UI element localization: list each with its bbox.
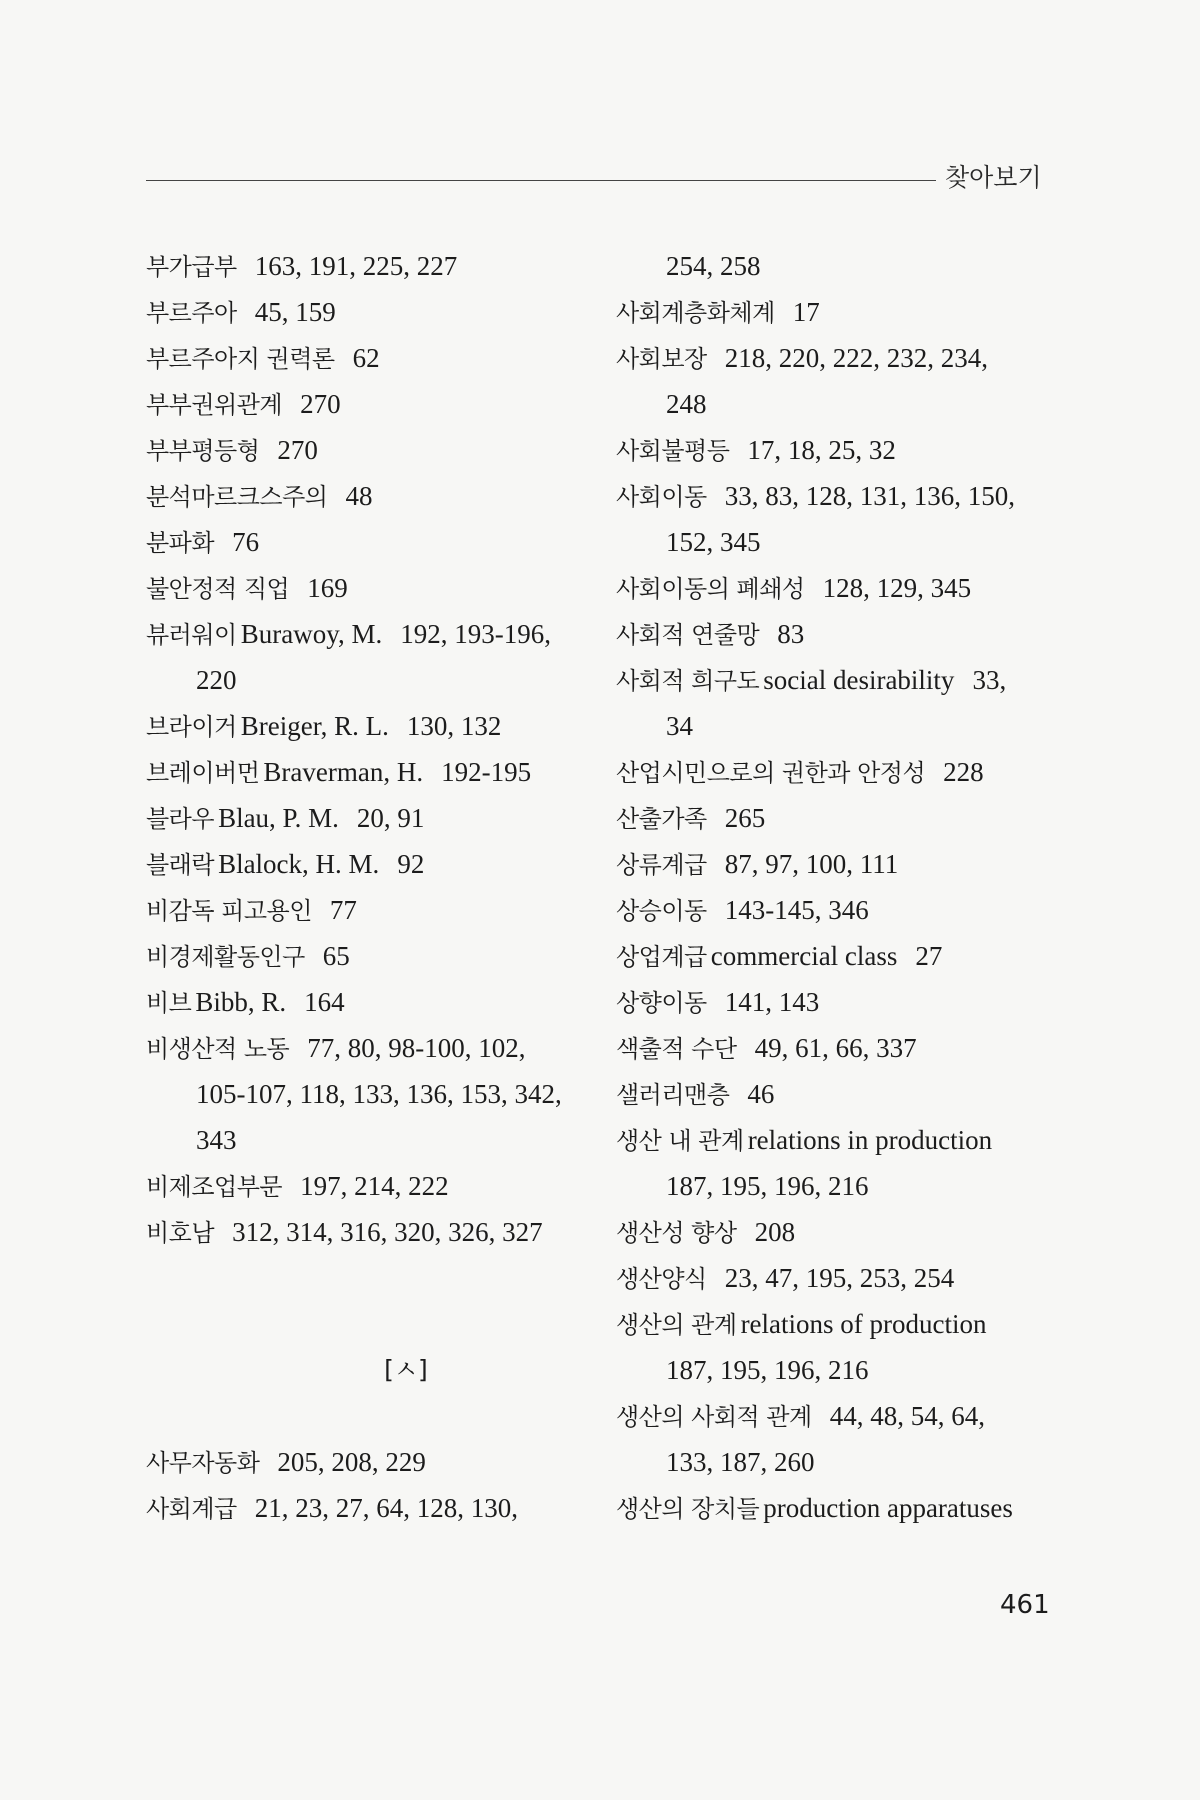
entry-term: 부부평등형 <box>146 437 260 465</box>
entry-pages: 312, 314, 316, 320, 326, 327 <box>232 1217 543 1247</box>
entry-term: 상업계급 <box>616 943 707 971</box>
index-entry <box>616 933 1056 979</box>
entry-foreign-term: Breiger, R. L. <box>240 711 389 741</box>
entry-pages: 187, 195, 196, 216 <box>666 1355 869 1385</box>
entry-term: 부부권위관계 <box>146 391 283 419</box>
entry-foreign-term: Braverman, H. <box>263 757 424 787</box>
index-entry <box>146 243 616 289</box>
index-entry <box>616 795 1056 841</box>
index-entry <box>616 427 1056 473</box>
entry-pages: 164 <box>304 987 345 1017</box>
entry-term: 사회보장 <box>616 345 707 373</box>
entry-term: 부가급부 <box>146 253 237 281</box>
entry-term: 사회적 희구도 <box>616 667 760 695</box>
entry-pages: 83 <box>777 619 805 649</box>
entry-term: 상승이동 <box>616 897 707 925</box>
index-entry <box>616 335 1056 381</box>
entry-pages: 77, 80, 98-100, 102, <box>307 1033 526 1063</box>
entry-pages: 34 <box>666 711 693 741</box>
entry-term: 사회계층화체계 <box>616 299 775 327</box>
index-entry-continuation <box>616 381 1056 427</box>
index-entry-continuation <box>616 703 1056 749</box>
index-entry <box>146 1439 616 1485</box>
entry-term: 산출가족 <box>616 805 707 833</box>
entry-foreign-term: production apparatuses <box>763 1493 1013 1523</box>
blank-line <box>146 1255 616 1301</box>
entry-term: 상류계급 <box>616 851 707 879</box>
entry-pages: 130, 132 <box>406 711 502 741</box>
entry-pages: 187, 195, 196, 216 <box>666 1171 869 1201</box>
entry-pages: 248 <box>666 389 707 419</box>
entry-pages: 87, 97, 100, 111 <box>724 849 899 879</box>
index-entry <box>146 887 616 933</box>
entry-foreign-term: Blalock, H. M. <box>218 849 380 879</box>
entry-foreign-term: Blau, P. M. <box>218 803 339 833</box>
index-column-left <box>146 243 616 1531</box>
entry-pages: 270 <box>300 389 341 419</box>
blank-line <box>146 1393 616 1439</box>
entry-term: 생산 내 관계 <box>616 1127 744 1155</box>
entry-foreign-term: social desirability <box>763 665 955 695</box>
entry-pages: 141, 143 <box>724 987 820 1017</box>
entry-pages: 133, 187, 260 <box>666 1447 815 1477</box>
index-entry <box>146 519 616 565</box>
page-number: 461 <box>1000 1590 1050 1620</box>
entry-pages: 270 <box>277 435 318 465</box>
entry-pages: 197, 214, 222 <box>300 1171 449 1201</box>
entry-pages: 21, 23, 27, 64, 128, 130, <box>254 1493 518 1523</box>
index-entry <box>616 1025 1056 1071</box>
entry-pages: 192-195 <box>441 757 532 787</box>
index-entry <box>146 1485 616 1531</box>
header-rule <box>146 180 936 181</box>
entry-pages: 218, 220, 222, 232, 234, <box>724 343 988 373</box>
entry-term: 사회이동 <box>616 483 707 511</box>
index-entry <box>616 1255 1056 1301</box>
entry-term: 생산의 관계 <box>616 1311 737 1339</box>
index-entry <box>146 473 616 519</box>
entry-pages: 46 <box>747 1079 775 1109</box>
entry-term: 브레이버먼 <box>146 759 260 787</box>
entry-pages: 205, 208, 229 <box>277 1447 426 1477</box>
index-entry <box>146 289 616 335</box>
entry-term: 상향이동 <box>616 989 707 1017</box>
index-entry-continuation <box>616 243 1056 289</box>
entry-pages: 76 <box>232 527 260 557</box>
entry-pages: 208 <box>754 1217 796 1247</box>
entry-pages: 33, <box>972 665 1007 695</box>
entry-pages: 220 <box>196 665 237 695</box>
entry-pages: 163, 191, 225, 227 <box>254 251 458 281</box>
index-entry <box>146 427 616 473</box>
index-entry <box>146 795 616 841</box>
entry-term: 사회적 연줄망 <box>616 621 760 649</box>
entry-pages: 45, 159 <box>254 297 336 327</box>
entry-foreign-term: relations in production <box>747 1125 993 1155</box>
index-entry <box>616 1117 1056 1163</box>
entry-term: 생산의 장치들 <box>616 1495 760 1523</box>
index-entry <box>616 749 1056 795</box>
entry-term: 사회이동의 폐쇄성 <box>616 575 805 603</box>
entry-pages: 105-107, 118, 133, 136, 153, 342, <box>196 1079 562 1109</box>
entry-pages: 65 <box>322 941 350 971</box>
entry-term: 브라이거 <box>146 713 237 741</box>
entry-pages: 49, 61, 66, 337 <box>754 1033 917 1063</box>
index-entry <box>616 657 1056 703</box>
entry-pages: 128, 129, 345 <box>822 573 972 603</box>
index-entry <box>616 289 1056 335</box>
section-heading: [ㅅ] <box>384 1355 428 1384</box>
index-entry-continuation <box>616 519 1056 565</box>
entry-pages: 27 <box>915 941 943 971</box>
entry-pages: 92 <box>397 849 425 879</box>
index-entry-continuation <box>616 1163 1056 1209</box>
entry-pages: 23, 47, 195, 253, 254 <box>724 1263 955 1293</box>
entry-term: 비감독 피고용인 <box>146 897 312 925</box>
index-entry <box>146 381 616 427</box>
index-entry <box>616 1485 1056 1531</box>
entry-pages: 62 <box>352 343 380 373</box>
entry-term: 산업시민으로의 권한과 안정성 <box>616 759 926 787</box>
entry-pages: 192, 193-196, <box>400 619 551 649</box>
index-entry <box>616 1301 1056 1347</box>
entry-term: 사무자동화 <box>146 1449 260 1477</box>
entry-pages: 228 <box>943 757 984 787</box>
entry-pages: 48 <box>345 481 373 511</box>
entry-pages: 17 <box>792 297 820 327</box>
entry-pages: 254, 258 <box>666 251 761 281</box>
index-entry <box>146 933 616 979</box>
entry-term: 비브 <box>146 989 192 1017</box>
index-entry <box>616 887 1056 933</box>
index-entry <box>146 611 616 657</box>
entry-term: 뷰러워이 <box>146 621 237 649</box>
index-entry <box>146 749 616 795</box>
index-entry <box>616 611 1056 657</box>
index-entry <box>146 565 616 611</box>
entry-pages: 17, 18, 25, 32 <box>747 435 896 465</box>
entry-foreign-term: relations of production <box>740 1309 987 1339</box>
index-entry <box>616 979 1056 1025</box>
entry-foreign-term: Burawoy, M. <box>240 619 383 649</box>
index-entry <box>146 1163 616 1209</box>
index-entry-continuation <box>146 1117 616 1163</box>
index-entry-continuation <box>146 1071 616 1117</box>
index-entry <box>616 1071 1056 1117</box>
index-column-right <box>616 243 1056 1531</box>
index-entry <box>616 473 1056 519</box>
index-entry-continuation <box>616 1347 1056 1393</box>
index-entry <box>616 565 1056 611</box>
index-entry <box>146 703 616 749</box>
entry-term: 생산양식 <box>616 1265 707 1293</box>
index-entry <box>616 841 1056 887</box>
index-entry <box>616 1209 1056 1255</box>
entry-term: 분파화 <box>146 529 215 557</box>
index-entry <box>146 1209 616 1255</box>
entry-pages: 20, 91 <box>356 803 425 833</box>
entry-term: 블라우 <box>146 805 215 833</box>
entry-term: 샐러리맨층 <box>616 1081 730 1109</box>
index-entry <box>146 1025 616 1071</box>
entry-term: 사회계급 <box>146 1495 237 1523</box>
index-entry-continuation <box>146 657 616 703</box>
entry-term: 비호남 <box>146 1219 215 1247</box>
entry-term: 색출적 수단 <box>616 1035 737 1063</box>
index-entry <box>146 979 616 1025</box>
entry-term: 생산성 향상 <box>616 1219 737 1247</box>
entry-term: 부르주아 <box>146 299 237 327</box>
entry-pages: 33, 83, 128, 131, 136, 150, <box>724 481 1015 511</box>
entry-term: 생산의 사회적 관계 <box>616 1403 812 1431</box>
entry-term: 분석마르크스주의 <box>146 483 328 511</box>
entry-pages: 169 <box>307 573 348 603</box>
index-entry <box>616 1393 1056 1439</box>
entry-foreign-term: Bibb, R. <box>195 987 287 1017</box>
entry-term: 사회불평등 <box>616 437 730 465</box>
entry-term: 비경제활동인구 <box>146 943 305 971</box>
entry-term: 불안정적 직업 <box>146 575 290 603</box>
index-entry <box>146 335 616 381</box>
entry-pages: 143-145, 346 <box>724 895 869 925</box>
entry-term: 부르주아지 권력론 <box>146 345 335 373</box>
entry-term: 블래락 <box>146 851 215 879</box>
entry-pages: 152, 345 <box>666 527 761 557</box>
entry-pages: 265 <box>724 803 766 833</box>
entry-term: 비생산적 노동 <box>146 1035 290 1063</box>
entry-pages: 343 <box>196 1125 237 1155</box>
running-head: 찾아보기 <box>945 163 1042 192</box>
index-entry <box>146 841 616 887</box>
entry-term: 비제조업부문 <box>146 1173 283 1201</box>
entry-pages: 77 <box>329 895 357 925</box>
entry-pages: 44, 48, 54, 64, <box>829 1401 985 1431</box>
blank-line <box>146 1301 616 1347</box>
index-entry-continuation <box>616 1439 1056 1485</box>
entry-foreign-term: commercial class <box>710 941 898 971</box>
